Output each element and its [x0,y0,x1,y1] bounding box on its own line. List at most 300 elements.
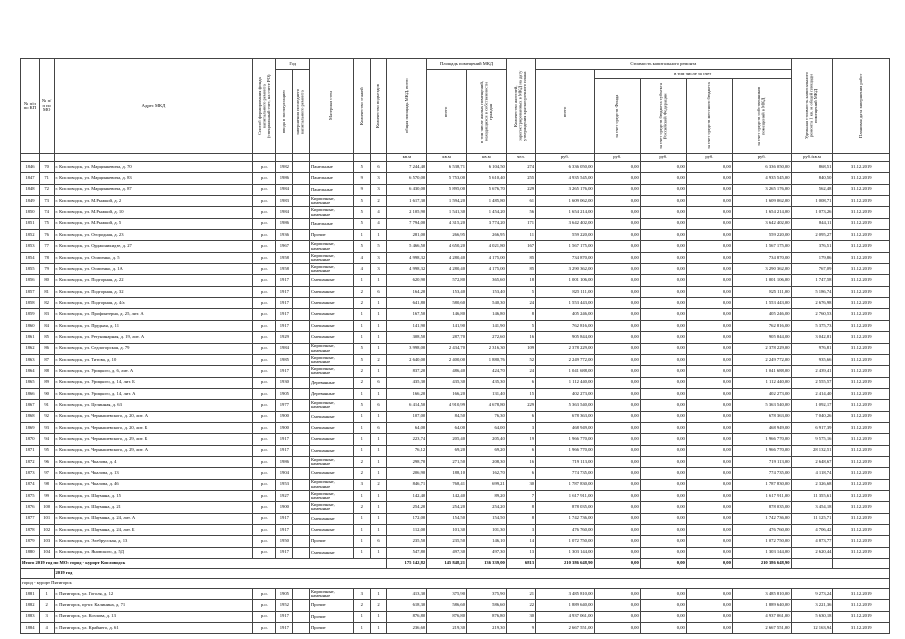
table-cell: 0,00 [686,207,732,218]
table-cell: р.о. [253,547,276,558]
table-cell: р.о. [253,502,276,513]
table-cell: г. Кисловодск, ул. Подгорная, д. 32 [54,286,253,297]
table-cell: 31.12.2019 [833,309,890,320]
table-cell: 31.12.2019 [833,525,890,536]
table-cell: 0,00 [594,162,640,173]
table-cell: 1917 [276,275,293,286]
table-cell: 4 935 545,00 [536,173,595,184]
table-cell: 424,70 [467,366,507,377]
table-cell: 31.12.2019 [833,286,890,297]
table-cell: 4 [370,207,387,218]
unit-cell: кв.м [467,154,507,162]
table-cell [293,366,310,377]
table-row [21,207,890,218]
table-cell: 376,51 [791,241,833,252]
table-cell [293,230,310,241]
table-cell: р.о. [253,354,276,365]
table-row [21,600,890,611]
table-cell: 0,00 [594,388,640,399]
table-cell: Кирпичные, каменные [309,366,353,377]
table-cell: 2 [353,298,370,309]
table-cell: г. Пятигорск, ул. Гоголя, д. 12 [54,589,253,600]
table-cell: г. Кисловодск, ул. Орджоникидзе, д. 27 [54,241,253,252]
table-cell: 31.12.2019 [833,264,890,275]
table-cell: 5 363 540,00 [536,400,595,411]
table-cell: 31.12.2019 [833,623,890,634]
table-cell [293,445,310,456]
table-cell: 0,00 [594,377,640,388]
table-cell: 0,00 [594,298,640,309]
col-deadline: Плановая дата завершения работ [857,73,863,139]
table-cell: 1 966 770,00 [536,445,595,456]
table-cell: 31.12.2019 [833,298,890,309]
table-cell [293,184,310,195]
table-cell: 274 [506,162,535,173]
table-cell: 83 [39,309,54,320]
table-cell: 1917 [276,298,293,309]
col-mo-number: № п/п по МО [39,59,54,154]
table-cell: 1846 [21,162,40,173]
table-cell: 31.12.2019 [833,456,890,467]
table-cell: 76,12 [387,445,427,456]
table-cell: 4 678,80 [467,400,507,411]
table-cell: 1 [370,343,387,354]
table-cell: 6 414,50 [387,400,427,411]
table-cell: р.о. [253,611,276,622]
table-cell: 0,00 [594,252,640,263]
table-cell: 22 [506,600,535,611]
total-cell: 0,00 [640,559,686,569]
empty-cell [791,559,833,569]
table-cell: 1917 [276,547,293,558]
table-cell: 1867 [21,400,40,411]
table-cell: 0,00 [640,173,686,184]
table-cell: 3 [370,184,387,195]
table-cell: 1917 [276,623,293,634]
table-cell [293,536,310,547]
table-cell: р.о. [253,184,276,195]
unit-cell [833,154,890,162]
table-cell: 562,48 [791,184,833,195]
table-cell: 162,70 [467,468,507,479]
table-cell: 1868 [21,411,40,422]
table-cell: 1953 [276,479,293,490]
table-cell: 0,00 [640,184,686,195]
table-cell: 1 617,30 [387,196,427,207]
table-cell: 1 008,71 [791,196,833,207]
table-row [21,184,890,195]
table-cell: 1854 [21,252,40,263]
table-cell: 0,00 [686,196,732,207]
table-cell: р.о. [253,422,276,433]
unit-cell: руб. [594,154,640,162]
table-cell: 281,00 [387,230,427,241]
table-cell: р.о. [253,207,276,218]
table-cell: 1984 [276,207,293,218]
col-area-total: всего [443,106,449,117]
table-row [21,536,890,547]
table-cell: 0,00 [686,309,732,320]
table-cell: 1917 [276,525,293,536]
table-cell: 154,50 [427,513,467,524]
table-cell: 5 [353,354,370,365]
table-cell: 6 [506,411,535,422]
table-cell: 31.12.2019 [833,366,890,377]
table-cell: 0,00 [594,241,640,252]
table-cell: Панельные [309,173,353,184]
table-cell: 0,00 [594,366,640,377]
table-cell: 287,70 [427,332,467,343]
table-cell: 1855 [21,264,40,275]
table-cell: 97 [39,468,54,479]
table-cell: 0,00 [640,388,686,399]
table-cell: 405 246,00 [536,309,595,320]
table-cell: 0,00 [594,536,640,547]
table-cell: г. Кисловодск, ул. Осипенко, д. 1А [54,264,253,275]
unit-cell [353,154,370,162]
table-cell: 878 035,00 [732,502,791,513]
table-cell: 0,00 [640,320,686,331]
table-cell: 1 303 144,00 [732,547,791,558]
table-cell: р.о. [253,309,276,320]
table-cell: 166,20 [387,388,427,399]
table-cell: 618,30 [387,600,427,611]
col-cost-total: всего [561,106,567,117]
table-cell: 1 041 688,00 [732,366,791,377]
table-cell: 171 [506,218,535,229]
table-cell: 2 316,30 [467,343,507,354]
table-cell: 1851 [21,218,40,229]
table-cell: г. Кисловодск, ул. Прудная, д. 11 [54,320,253,331]
table-row [21,252,890,263]
table-cell: 146,80 [427,309,467,320]
table-cell: 142,40 [427,490,467,501]
table-cell: 95 [39,445,54,456]
capital-repair-table [20,58,890,634]
table-cell: 84,50 [427,411,467,422]
table-cell [293,411,310,422]
table-cell: 208,30 [467,456,507,467]
table-cell: 56 [506,207,535,218]
table-cell: 1917 [276,445,293,456]
table-cell: 308,50 [387,332,427,343]
table-cell: 14 [506,536,535,547]
table-cell: 6 538,71 [427,162,467,173]
table-cell: 1 966 770,00 [536,434,595,445]
table-cell: 31.12.2019 [833,196,890,207]
table-cell: 1856 [21,275,40,286]
table-cell: 468 949,00 [536,422,595,433]
table-cell: 31.12.2019 [833,479,890,490]
table-cell: 0,00 [686,264,732,275]
table-cell: 92 [39,411,54,422]
table-row [21,490,890,501]
table-cell: 70 [39,162,54,173]
table-cell: 4 937 061,00 [732,611,791,622]
unit-cell: кв.м [387,154,427,162]
table-cell: 206,90 [387,468,427,479]
table-cell: 905 844,00 [732,332,791,343]
table-cell: Кирпичные, каменные [309,207,353,218]
table-cell: 1881 [21,589,40,600]
table-cell: 31.12.2019 [833,445,890,456]
table-cell: 4 175,00 [467,252,507,263]
table-cell: 5 895,00 [427,184,467,195]
table-cell: 1 [353,525,370,536]
table-cell: 0,00 [686,252,732,263]
table-cell: 1877 [21,513,40,524]
table-cell: 0,00 [594,230,640,241]
table-cell: 0,00 [640,525,686,536]
table-cell: 21 [506,589,535,600]
table-cell: 102 [39,525,54,536]
table-cell: 3 485 810,00 [732,589,791,600]
table-cell: г. Кисловодск, ул. Подгорная, д. 4/а [54,298,253,309]
table-cell: 1 [353,490,370,501]
table-cell: 0,00 [640,490,686,501]
table-cell: 1 [370,513,387,524]
table-cell: Смешанные [309,513,353,524]
table-cell: 71 [39,173,54,184]
table-cell: 1 092,17 [791,400,833,411]
table-cell: 3 042,81 [791,332,833,343]
table-cell: 1 [370,366,387,377]
table-cell: 876,80 [387,611,427,622]
table-cell: 0,00 [686,184,732,195]
table-cell: 153,40 [467,286,507,297]
table-cell: 69,20 [427,445,467,456]
table-cell: 141,90 [467,320,507,331]
table-cell: г. Кисловодск, ул. Шаумяна, д. 21 [54,502,253,513]
table-cell: 559 220,00 [732,230,791,241]
table-cell: 0,00 [640,456,686,467]
table-cell: 1861 [21,332,40,343]
table-row [21,513,890,524]
table-cell: 375,90 [467,589,507,600]
table-cell: 73 [39,196,54,207]
table-cell: 1982 [276,162,293,173]
table-row [21,309,890,320]
table-cell: 19 [506,434,535,445]
table-row [21,445,890,456]
table-cell: г. Кисловодск, ул. Осипенко, д. 5 [54,252,253,263]
table-row [21,611,890,622]
table-cell: 1 [353,513,370,524]
table-cell: 153,40 [427,286,467,297]
table-cell: 1 072 750,00 [732,536,791,547]
table-cell: 31.12.2019 [833,502,890,513]
table-cell: 2 620,44 [791,547,833,558]
table-cell: р.о. [253,286,276,297]
table-cell: 0,00 [594,196,640,207]
table-row [21,525,890,536]
table-cell: 9 [353,184,370,195]
table-cell: 1879 [21,536,40,547]
table-cell [293,298,310,309]
table-cell: 1880 [21,547,40,558]
table-cell: 4 650,20 [427,241,467,252]
table-cell: 85 [506,252,535,263]
table-cell: 69,20 [467,445,507,456]
table-cell: г. Пятигорск, ул. Козлова, д. 13 [54,611,253,622]
table-cell: 64,00 [387,422,427,433]
table-cell: 0,00 [686,547,732,558]
table-row [21,456,890,467]
table-cell [293,241,310,252]
table-cell: 1 001 106,00 [732,275,791,286]
table-cell: 3 221,36 [791,600,833,611]
table-cell: 90 [39,388,54,399]
table-cell: 9 273,24 [791,589,833,600]
table-cell: р.о. [253,445,276,456]
table-cell: 762 816,00 [536,320,595,331]
col-address: Адрес МКД [54,59,253,154]
table-cell: 5 [353,162,370,173]
table-cell: 254,20 [467,502,507,513]
col-year-built: ввода в эксплуатацию [281,90,287,133]
table-cell: 1 041 688,00 [536,366,595,377]
table-cell: 31.12.2019 [833,536,890,547]
table-cell: 31.12.2019 [833,162,890,173]
col-cost-fund: за счет средств Фонда [613,94,619,138]
table-cell: 0,00 [594,309,640,320]
table-cell: 1847 [21,173,40,184]
table-cell: 88 [39,366,54,377]
table-cell: г. Кисловодск, ул. Элебрусская, д. 13 [54,536,253,547]
table-cell: 298,70 [387,456,427,467]
table-cell: г. Кисловодск, ул. М.Рыжкой, д. 10 [54,207,253,218]
table-cell: 1 [353,320,370,331]
table-cell: р.о. [253,589,276,600]
table-cell: 3 [506,422,535,433]
table-cell: 0,00 [594,547,640,558]
table-cell: 5 676,70 [467,184,507,195]
table-cell: 7 040,26 [791,411,833,422]
table-cell: 4 706,42 [791,525,833,536]
table-cell [293,422,310,433]
table-cell: Деревянные [309,377,353,388]
table-cell: 1872 [21,456,40,467]
table-cell: 5 753,00 [427,173,467,184]
table-cell: 0,00 [594,600,640,611]
table-cell: 402 273,00 [732,388,791,399]
table-row [21,422,890,433]
table-cell: 0,00 [686,230,732,241]
table-row [21,264,890,275]
table-cell: 1 [39,589,54,600]
table-cell: 1 553 443,00 [732,298,791,309]
table-cell: 1862 [21,343,40,354]
table-cell: 7 [506,490,535,501]
table-cell: г. Кисловодск, ул. Огородная, д. 23 [54,230,253,241]
table-cell: 2 [353,366,370,377]
table-cell: 30 [506,479,535,490]
table-cell: 223,74 [387,434,427,445]
table-cell: р.о. [253,230,276,241]
table-cell: 0,00 [594,354,640,365]
table-cell: 28 132,51 [791,445,833,456]
table-cell: 6 336 050,00 [536,162,595,173]
table-cell: 1905 [276,589,293,600]
table-cell: 774 735,00 [536,468,595,479]
table-cell: 2 760,53 [791,309,833,320]
table-cell: 4 [39,623,54,634]
table-cell: 825 111,00 [732,286,791,297]
table-cell: р.о. [253,264,276,275]
table-cell: 2 [353,502,370,513]
table-cell: 235,50 [427,536,467,547]
table-cell: 1985 [276,354,293,365]
table-cell: 1977 [276,400,293,411]
table-cell: р.о. [253,196,276,207]
table-cell: 1 [370,445,387,456]
table-cell: 146,10 [467,536,507,547]
table-cell: 1917 [276,611,293,622]
table-cell: 1900 [276,411,293,422]
table-cell: р.о. [253,600,276,611]
unit-cell: руб. [732,154,791,162]
table-cell: 767,09 [791,264,833,275]
table-cell: 6 917,39 [791,422,833,433]
unit-cell: руб. [640,154,686,162]
table-cell: 5 [506,286,535,297]
table-cell [293,354,310,365]
table-cell: Кирпичные, каменные [309,354,353,365]
table-cell: г. Кисловодск, ул. Чернышевского, д. 20, лит. Б [54,422,253,433]
table-cell: 1878 [21,525,40,536]
table-cell: 72 [39,184,54,195]
table-cell: 31.12.2019 [833,422,890,433]
table-cell: 1958 [276,252,293,263]
table-row [21,400,890,411]
table-cell: 497,30 [427,547,467,558]
table-cell: Кирпичные, каменные [309,456,353,467]
unit-cell [54,154,253,162]
table-cell: Смешанные [309,275,353,286]
table-cell: 76,30 [467,411,507,422]
table-cell: 6 [370,422,387,433]
table-cell: 11 125,71 [791,513,833,524]
table-cell: р.о. [253,456,276,467]
table-cell: 1 742 736,00 [536,513,595,524]
table-cell: 0,00 [686,366,732,377]
table-cell: 101,30 [427,525,467,536]
table-cell: Смешанные [309,547,353,558]
table-cell: 4 935 545,00 [732,173,791,184]
table-cell: 580,60 [427,298,467,309]
table-cell: 2 555,57 [791,377,833,388]
table-cell: 1 [353,445,370,456]
table-row [21,366,890,377]
table-cell: 255 [506,173,535,184]
table-cell: Смешанные [309,525,353,536]
table-cell: 94 [39,434,54,445]
table-cell: 85 [506,264,535,275]
table-row [21,411,890,422]
table-cell: 0,00 [686,173,732,184]
table-cell [293,218,310,229]
table-cell: 103 [39,536,54,547]
table-cell: 89 [39,377,54,388]
table-cell: 1917 [276,366,293,377]
table-cell: р.о. [253,218,276,229]
table-cell: 1 [353,388,370,399]
table-cell: 2 095,27 [791,230,833,241]
table-cell: 98 [39,479,54,490]
table-cell: 1 567 175,00 [732,241,791,252]
table-cell: г. Кисловодск, ул. М.Рыжкой, д. 5 [54,218,253,229]
table-cell: 1 787 830,00 [732,479,791,490]
